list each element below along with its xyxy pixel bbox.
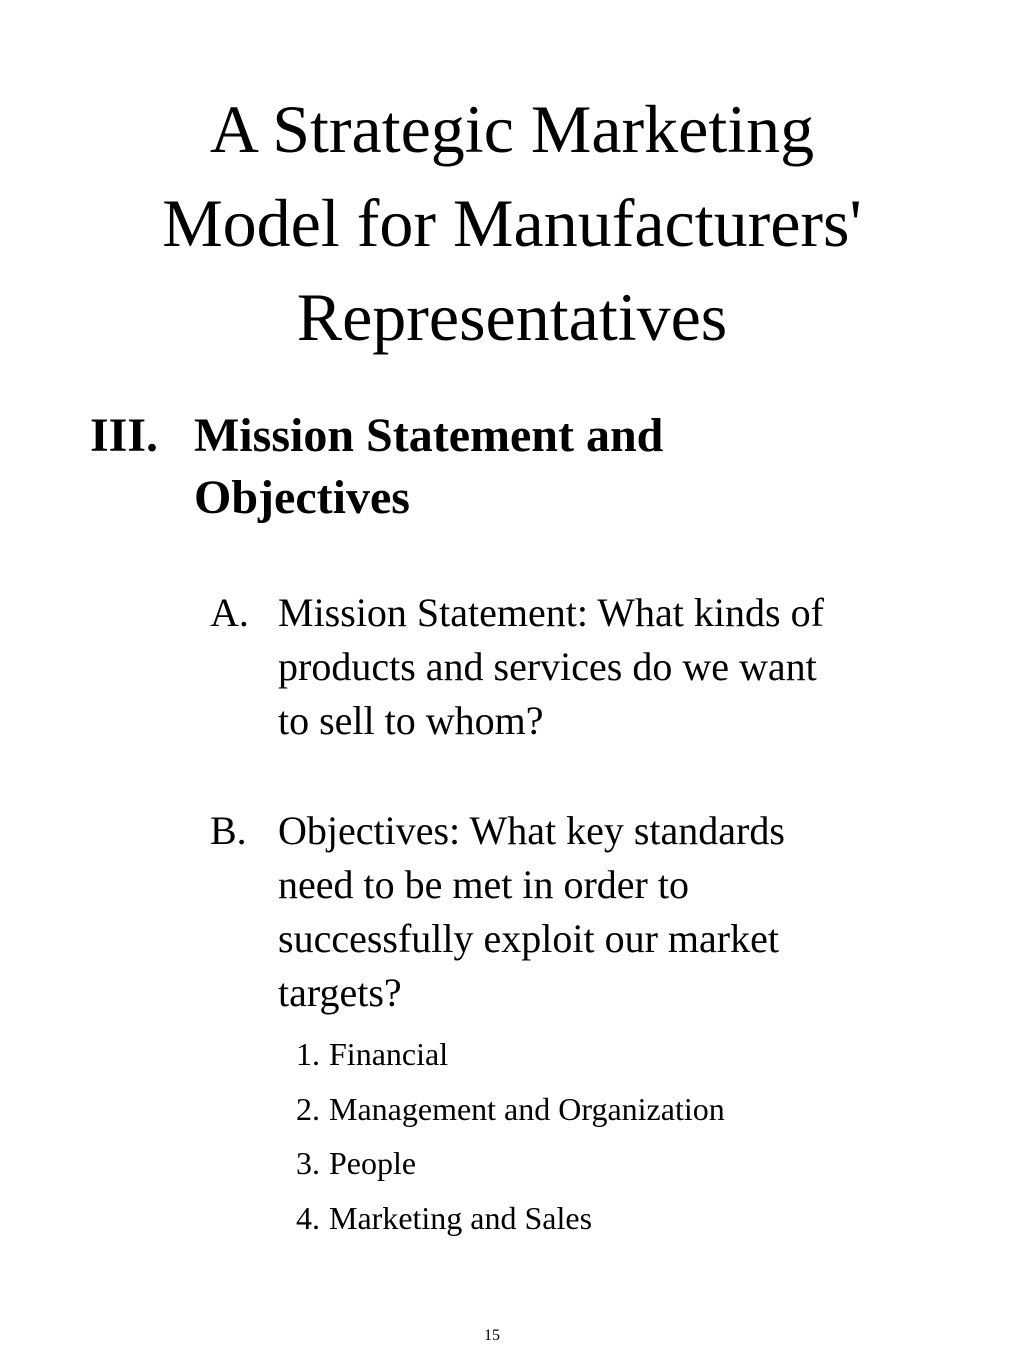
item-text	[278, 586, 824, 748]
item-text-line: products and services do we want	[278, 644, 817, 689]
sub-item-label: People	[329, 1145, 417, 1181]
title-line: Model for Manufacturers'	[162, 185, 862, 261]
item-text-line: successfully exploit our market	[278, 916, 779, 961]
item-text-line: Objectives: What key standards	[278, 808, 785, 853]
page-title	[0, 82, 1024, 364]
item-text-line: need to be met in order to	[278, 862, 689, 907]
section-title	[194, 405, 774, 529]
item-text-line: Mission Statement: What kinds of	[278, 590, 824, 635]
item-text	[278, 804, 785, 1020]
title-line: Representatives	[296, 279, 728, 355]
section-title-line: Mission Statement and	[194, 409, 664, 462]
sub-item-label: Financial	[329, 1036, 449, 1072]
section-number: III.	[90, 409, 159, 462]
sub-item-number: 2.	[296, 1091, 320, 1127]
sub-item-label: Marketing and Sales	[329, 1200, 593, 1236]
sub-item-label: Management and Organization	[329, 1091, 725, 1127]
section-title-line: Objectives	[194, 471, 410, 524]
item-text-line: targets?	[278, 970, 402, 1015]
item-text-line: to sell to whom?	[278, 698, 544, 743]
sub-item-number: 4.	[296, 1200, 320, 1236]
page-number: 15	[484, 1327, 500, 1344]
sub-item-number: 1.	[296, 1036, 320, 1072]
sub-item-number: 3.	[296, 1145, 320, 1181]
item-letter: A.	[210, 590, 249, 635]
item-letter: B.	[210, 808, 247, 853]
title-line: A Strategic Marketing	[209, 91, 815, 167]
